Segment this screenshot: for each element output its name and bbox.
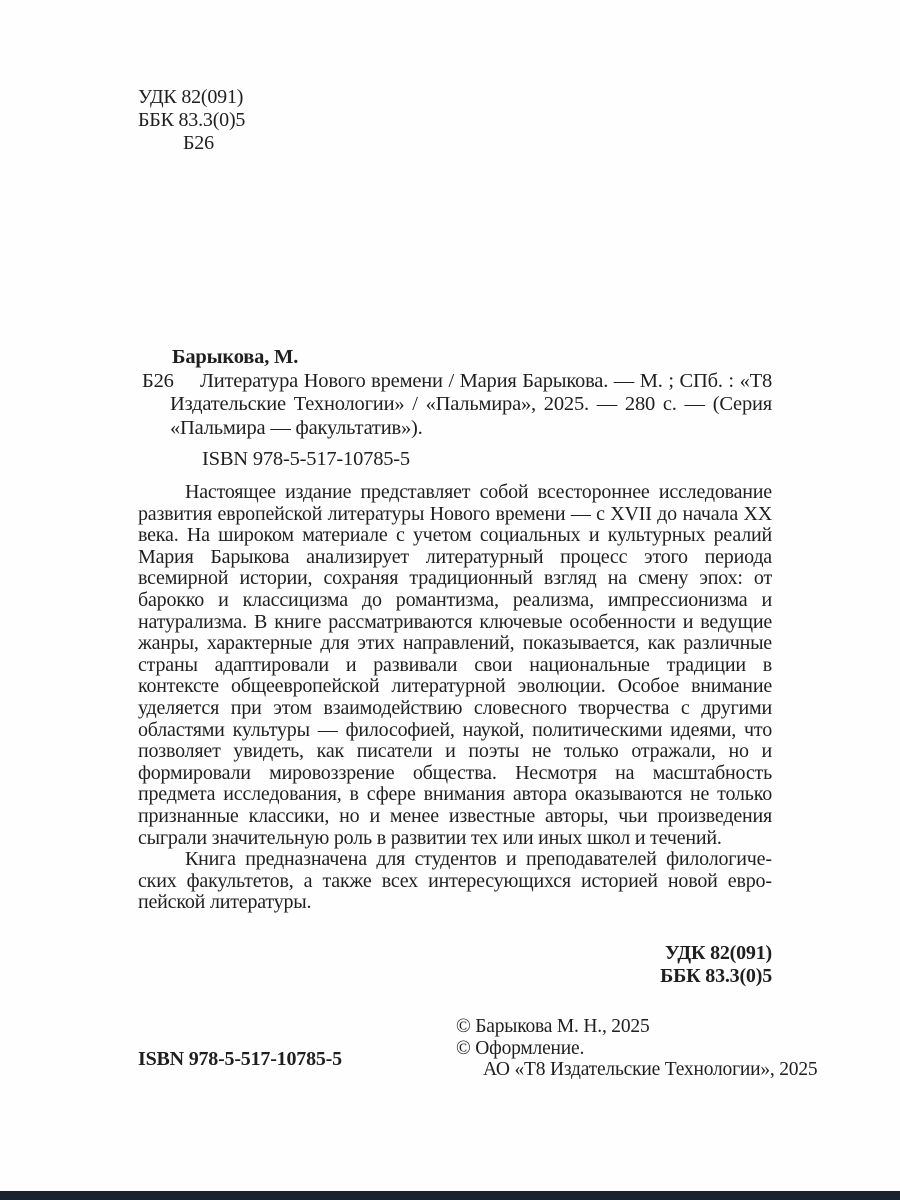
catalog-isbn: ISBN 978-5-517-10785-5 xyxy=(202,448,410,470)
book-cover-edge xyxy=(0,1191,900,1200)
copyright-design-line: © Оформление. xyxy=(456,1037,585,1059)
copyright-org-line: АО «Т8 Издательские Технологии», 2025 xyxy=(483,1059,818,1080)
author-sign: Б26 xyxy=(183,132,214,154)
udk-code: УДК 82(091) xyxy=(138,86,244,108)
catalog-description: Литература Нового времени / Мария Барыкова. — М. ; СПб. : «Т8 Издательские Технологии» / «Пальмира», 2025. — 280 с. — (Серия «Пальмира — факультатив»). xyxy=(170,369,772,439)
annotation xyxy=(138,482,772,914)
bottom-classification-codes xyxy=(660,942,772,988)
catalog-author-heading: Барыкова, М. xyxy=(172,346,299,368)
bbk-code: ББК 83.3(0)5 xyxy=(138,109,246,131)
bottom-bbk-code: ББК 83.3(0)5 xyxy=(660,965,772,987)
imprint-isbn: ISBN 978-5-517-10785-5 xyxy=(138,1048,342,1070)
top-classification-codes xyxy=(138,86,245,155)
copyright-block xyxy=(456,1016,817,1081)
catalog-card xyxy=(138,346,772,472)
copyright-author-line: © Барыкова М. Н., 2025 xyxy=(456,1016,650,1037)
bottom-udk-code: УДК 82(091) xyxy=(664,942,772,964)
annotation-paragraph-2: Книга предназначена для студентов и преподавателей филологических факультетов, а также всех интересующихся историей новой европейской литературы. xyxy=(138,848,772,914)
annotation-paragraph-1: Настоящее издание представляет собой всестороннее исследование развития европейской литературы Нового времени — с XVII до начала XX века. На широком материале с учетом социальных и культурных реалий Мария Барыкова анализирует литературный процесс этого периода всемирной истории, сохраняя традиционный взгляд на смену эпох: от барокко и классицизма до романтизма, реализма, импрессионизма и натурализма. В книге рассматриваются ключевые особенности и ведущие жанры, характерные для этих направлений, показывается, как различные страны адаптировали и развивали свои национальные традиции в контексте общеевропейской литературной эволюции. Особое внимание уделяется при этом взаимодействию словесного творчества с другими областями культуры — философией, наукой, политическими идеями, что позволяет увидеть, как писатели и поэты не только отражали, но и формировали мировоззрение общества. Несмотря на масштабность предмета исследования, в сфере внимания автора оказываются не только признанные классики, но и менее известные авторы, чьи произведения сыграли значительную роль в развитии тех или иных школ и течений. xyxy=(138,481,772,849)
catalog-description-block xyxy=(142,369,772,441)
catalog-author-sign: Б26 xyxy=(142,369,174,392)
